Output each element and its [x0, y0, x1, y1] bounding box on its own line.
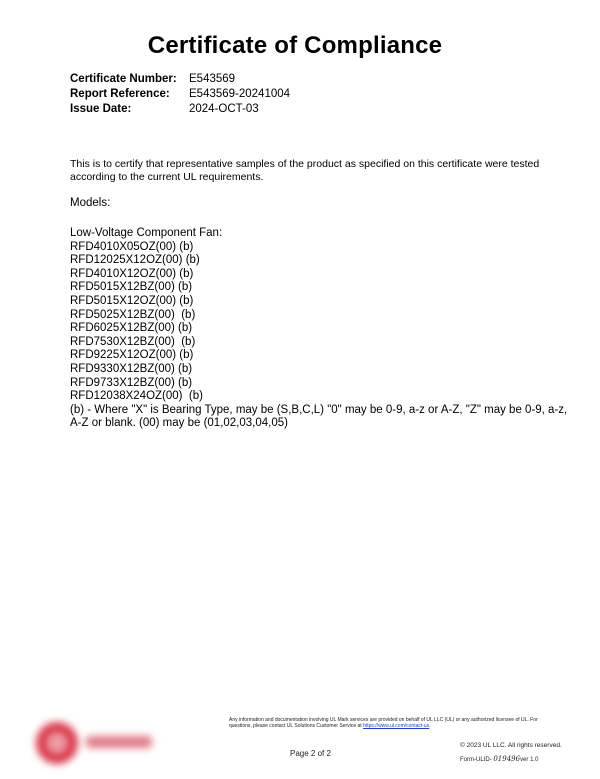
- model-item: RFD12038X24OZ(00) (b): [70, 390, 203, 403]
- model-item: RFD5015X12OZ(00) (b): [70, 294, 194, 307]
- page-title: Certificate of Compliance: [147, 32, 443, 59]
- form-id: [460, 755, 538, 763]
- certificate-number: E543569: [189, 73, 236, 85]
- models-note: (b) - Where "X" is Bearing Type, may be (S,B,C,L) "0" may be 0-9, a-z or A-Z, "Z" may be 0-9, a-z, A-Z or blank. (00) may be (01,02,03,04,05): [70, 403, 568, 430]
- meta-row-issue-date: [70, 102, 290, 117]
- issue-date: 2024-OCT-03: [189, 103, 259, 115]
- model-item: RFD4010X12OZ(00) (b): [70, 267, 194, 280]
- contact-link[interactable]: https://www.ul.com/contact-us: [363, 723, 430, 729]
- model-item: RFD9225X12OZ(00) (b): [70, 349, 194, 362]
- models-heading: Low-Voltage Component Fan:: [70, 227, 223, 239]
- ul-logo: [28, 716, 158, 771]
- model-item: RFD5015X12BZ(00) (b): [70, 281, 193, 294]
- model-item: RFD9330X12BZ(00) (b): [70, 362, 193, 375]
- ul-logo-mark-icon: [36, 722, 78, 764]
- certificate-meta: [70, 72, 290, 117]
- report-reference: E543569-20241004: [189, 88, 291, 100]
- model-item: RFD4010X05OZ(00) (b): [70, 240, 194, 253]
- model-item: RFD6025X12BZ(00) (b): [70, 322, 193, 335]
- certification-statement: This is to certify that representative samples of the product as specified on this certificate were tested according to the current UL requirements.: [70, 158, 540, 183]
- copyright: © 2023 UL LLC. All rights reserved.: [460, 742, 562, 749]
- model-item: RFD7530X12BZ(00) (b): [70, 335, 196, 348]
- page-number: Page 2 of 2: [290, 749, 331, 758]
- footer-disclaimer: [229, 717, 559, 729]
- model-item: RFD9733X12BZ(00) (b): [70, 376, 193, 389]
- disclaimer-period: .: [429, 723, 431, 729]
- meta-label: Issue Date:: [70, 103, 132, 115]
- meta-label: Report Reference:: [70, 88, 170, 100]
- model-item: RFD5025X12BZ(00) (b): [70, 308, 196, 321]
- meta-row-certificate-number: [70, 72, 290, 87]
- form-id-suffix: ver 1.0: [520, 757, 539, 763]
- models-list: [70, 227, 580, 431]
- meta-label: Certificate Number:: [70, 73, 177, 85]
- meta-row-report-reference: [70, 87, 290, 102]
- form-id-prefix: Form-ULID-: [460, 757, 492, 763]
- disclaimer-text: Any information and documentation involving UL Mark services are provided on behalf of UL LLC (UL) or any authorized licensee of UL. For questions, please contact UL Solutions Customer Service at: [229, 717, 538, 729]
- model-item: RFD12025X12OZ(00) (b): [70, 254, 200, 267]
- form-id-handwritten: 019496: [493, 755, 521, 763]
- ul-logo-wordmark: [86, 736, 152, 748]
- models-label: Models:: [70, 197, 111, 209]
